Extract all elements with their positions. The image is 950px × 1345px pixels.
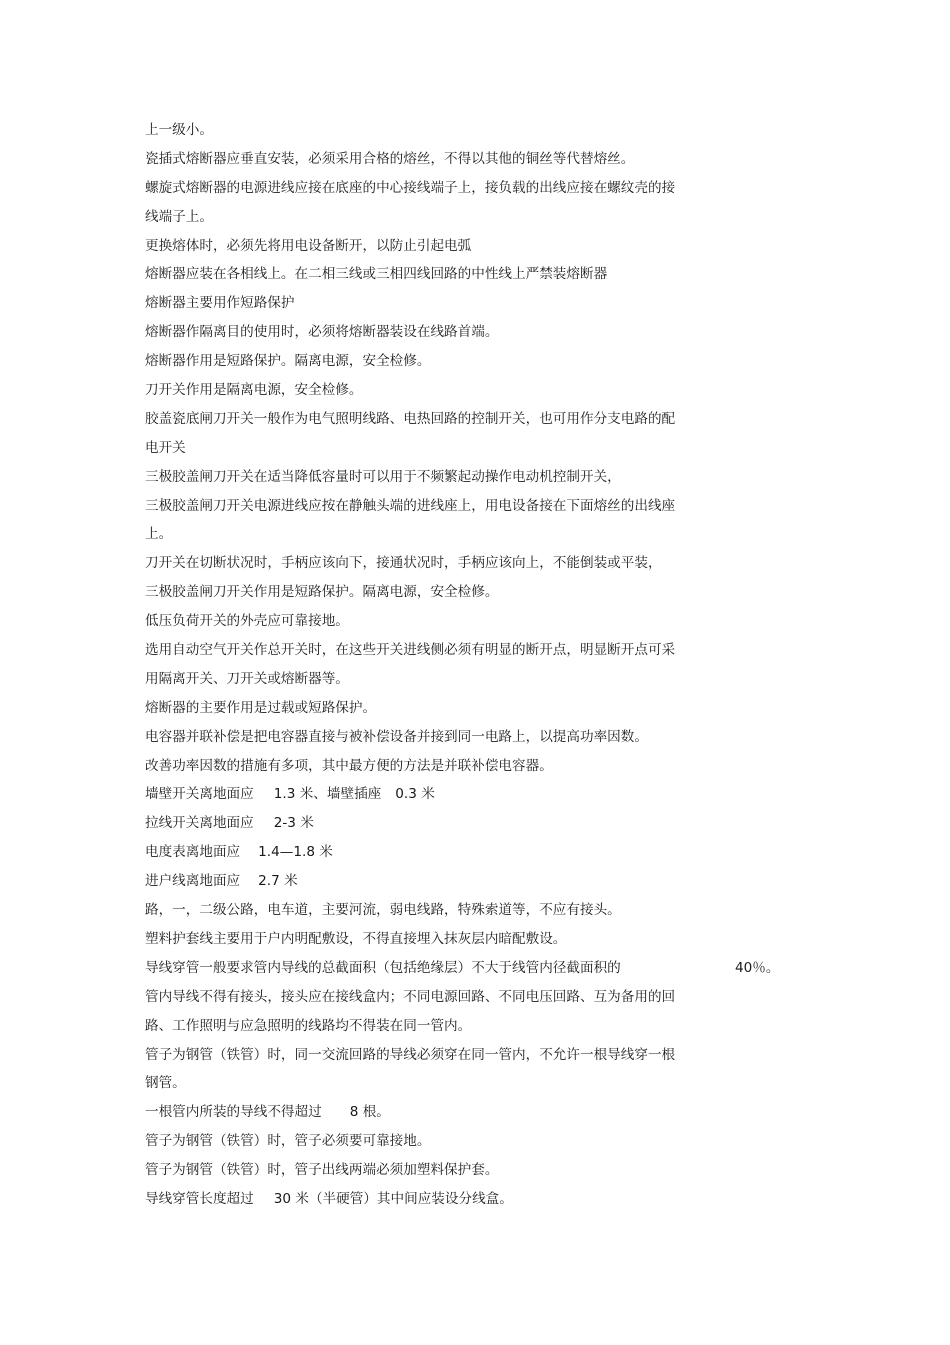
text-line: 管子为钢管（铁管）时，同一交流回路的导线必须穿在同一管内，不允许一根导线穿一根 [145, 1046, 676, 1063]
text-line: 路，一，二级公路，电车道，主要河流，弱电线路，特殊索道等，不应有接头。 [145, 902, 621, 919]
text-line: 熔断器作用是短路保护。隔离电源，安全检修。 [145, 353, 431, 370]
wall-switch-text: 墙壁开关离地面应 [145, 786, 254, 803]
meter-line [145, 838, 805, 867]
meter-text: 电度表离地面应 [145, 844, 241, 861]
conduit-length-text: 导线穿管长度超过 [145, 1190, 254, 1207]
meter-height: 1.4—1.8 米 [258, 844, 333, 861]
text-line: 用隔离开关、刀开关或熔断器等。 [145, 670, 349, 687]
text-line: 胶盖瓷底闸刀开关一般作为电气照明线路、电热回路的控制开关，也可用作分支电路的配 [145, 410, 676, 427]
max-wires-line [145, 1098, 805, 1127]
text-line: 熔断器的主要作用是过载或短路保护。 [145, 699, 377, 716]
text-line: 熔断器主要用作短路保护 [145, 295, 295, 312]
text-line: 刀开关作用是隔离电源，安全检修。 [145, 382, 363, 399]
pull-switch-text: 拉线开关离地面应 [145, 815, 254, 832]
text-line: 路、工作照明与应急照明的线路均不得装在同一管内。 [145, 1017, 472, 1034]
text-line: 上一级小。 [145, 122, 213, 138]
text-line: 管内导线不得有接头，接头应在接线盒内；不同电源回路、不同电压回路、互为备用的回 [145, 988, 676, 1005]
text-line: 三极胶盖闸刀开关作用是短路保护。隔离电源，安全检修。 [145, 584, 499, 601]
wall-switch-line [145, 780, 805, 809]
text-line: 刀开关在切断状况时，手柄应该向下，接通状况时，手柄应该向上，不能倒装或平装， [145, 555, 662, 572]
text-line: 熔断器应装在各相线上。在二相三线或三相四线回路的中性线上严禁装熔断器 [145, 266, 608, 283]
conduit-length-line [145, 1185, 805, 1214]
text-line: 电开关 [145, 439, 186, 456]
service-line-text: 进户线离地面应 [145, 873, 241, 890]
text-line: 更换熔体时，必须先将用电设备断开，以防止引起电弧 [145, 237, 472, 254]
conduit-area-value: 40％。 [735, 959, 780, 976]
text-line: 瓷插式熔断器应垂直安装，必须采用合格的熔丝，不得以其他的铜丝等代替熔丝。 [145, 150, 635, 167]
conduit-area-line [145, 954, 805, 983]
max-wires-value: 8 根。 [349, 1104, 390, 1121]
text-line: 管子为钢管（铁管）时，管子出线两端必须加塑料保护套。 [145, 1162, 499, 1179]
pull-switch-line [145, 809, 805, 838]
pull-switch-height: 2-3 米 [273, 815, 314, 832]
text-line: 改善功率因数的措施有多项，其中最方便的方法是并联补偿电容器。 [145, 757, 553, 774]
service-line-line [145, 867, 805, 896]
text-line: 螺旋式熔断器的电源进线应接在底座的中心接线端子上，接负载的出线应接在螺纹壳的接 [145, 179, 676, 196]
text-line: 三极胶盖闸刀开关在适当降低容量时可以用于不频繁起动操作电动机控制开关， [145, 468, 621, 485]
conduit-length-value: 30 米（半硬管）其中间应装设分线盒。 [273, 1190, 513, 1207]
wall-socket-height: 0.3 米 [395, 786, 435, 803]
text-line: 选用自动空气开关作总开关时，在这些开关进线侧必须有明显的断开点，明显断开点可采 [145, 642, 676, 659]
wall-switch-height: 1.3 米、墙壁插座 [273, 786, 382, 803]
max-wires-text: 一根管内所装的导线不得超过 [145, 1104, 322, 1121]
conduit-area-text: 导线穿管一般要求管内导线的总截面积（包括绝缘层）不大于线管内径截面积的 [145, 959, 621, 976]
text-line: 钢管。 [145, 1075, 186, 1092]
text-line: 管子为钢管（铁管）时，管子必须要可靠接地。 [145, 1133, 431, 1150]
text-column [145, 116, 805, 1214]
text-line: 熔断器作隔离目的使用时，必须将熔断器装设在线路首端。 [145, 324, 499, 341]
text-line: 线端子上。 [145, 208, 213, 225]
text-line: 三极胶盖闸刀开关电源进线应按在静触头端的进线座上，用电设备接在下面熔丝的出线座 [145, 497, 676, 514]
text-line: 低压负荷开关的外壳应可靠接地。 [145, 613, 349, 630]
text-line: 电容器并联补偿是把电容器直接与被补偿设备并接到同一电路上，以提高功率因数。 [145, 728, 648, 745]
text-line: 上。 [145, 526, 173, 543]
text-line: 塑料护套线主要用于户内明配敷设，不得直接埋入抹灰层内暗配敷设。 [145, 930, 567, 947]
service-line-height: 2.7 米 [258, 873, 298, 890]
